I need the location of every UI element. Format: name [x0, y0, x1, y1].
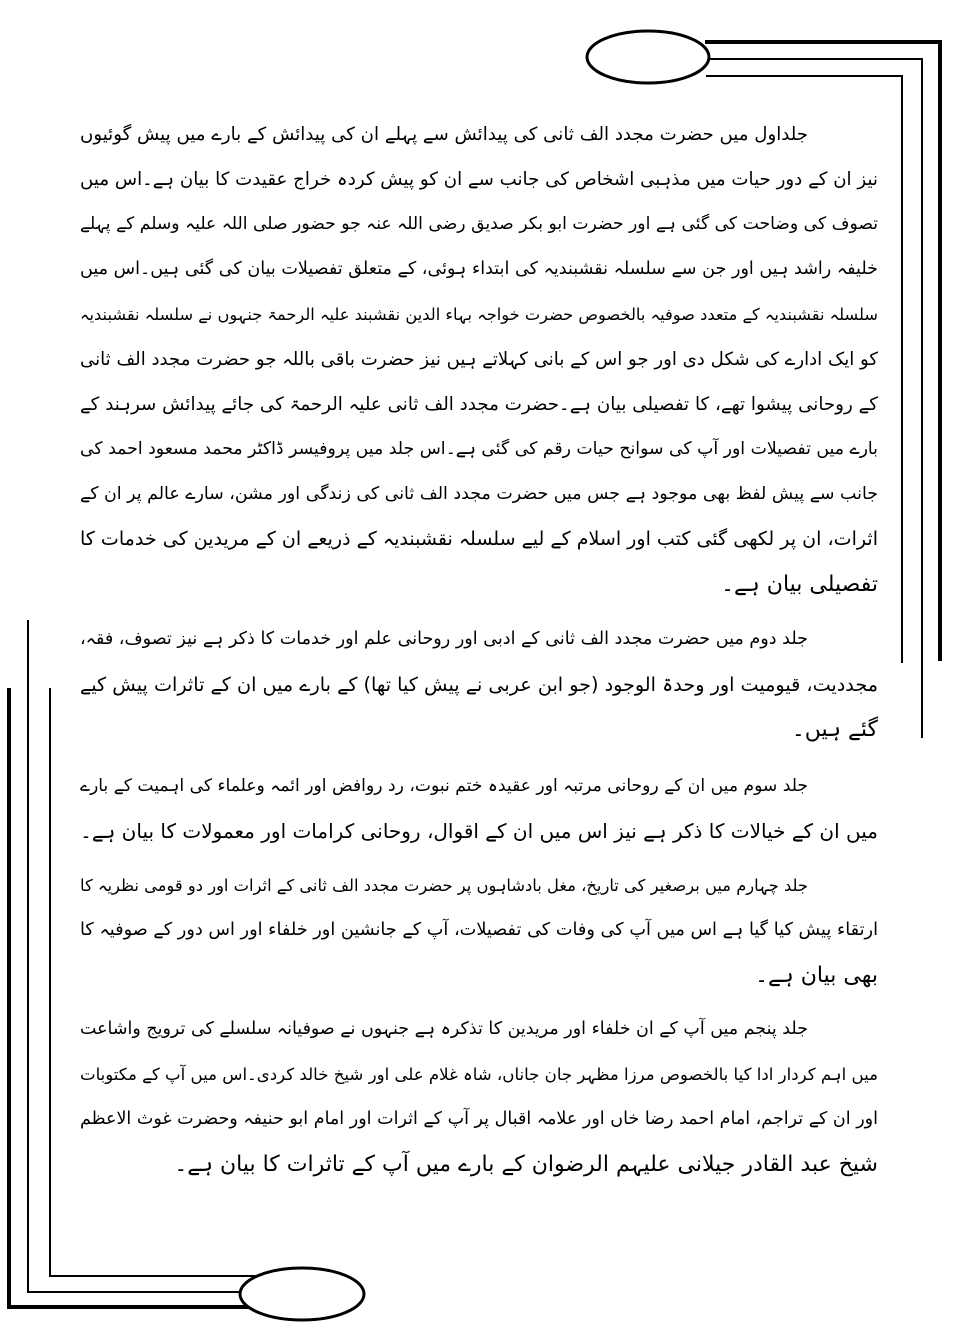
paragraph-volume-2 [80, 617, 878, 752]
text-line: جلد دوم میں حضرت مجدد الف ثانی کے ادبی اور روحانی علم اور خدمات کا ذکر ہے نیز تصوف، فقہ، [80, 629, 808, 649]
text-line: ارتقاء پیش کیا گیا ہے اس میں آپ کی وفات کی تفصیلات، آپ کے جانشین اور خلفاء اور اس دور کے صوفیہ کا [80, 920, 878, 940]
text-line: تصوف کی وضاحت کی گئی ہے اور حضرت ابو بکر صدیق رضی اللہ عنہ جو حضور صلی اللہ علیہ وسلم کے پہلے [80, 214, 878, 234]
paragraph-volume-4 [80, 863, 878, 998]
paragraph-volume-5 [80, 1007, 878, 1187]
text-line: خلیفہ راشد ہیں اور جن سے سلسلہ نقشبندیہ کی ابتداء ہوئی، کے متعلق تفصیلات بیان کی گئی ہیں۔اس میں [80, 259, 878, 279]
paragraph-volume-3 [80, 764, 878, 854]
text-line: کو ایک ادارے کی شکل دی اور جو اس کے بانی کہلاتے ہیں نیز حضرت باقی باللہ جو حضرت مجدد الف ثانی [80, 349, 878, 370]
text-line: جلد پنجم میں آپ کے ان خلفاء اور مریدین کا تذکرہ ہے جنہوں نے صوفیانہ سلسلے کی ترویج واشاعت [80, 1019, 808, 1039]
text-line: نیز ان کے دور حیات میں مذہبی اشخاص کی جانب سے ان کو پیش کردہ خراج عقیدت کا بیان ہے۔اس میں [80, 169, 878, 190]
text-line: مجددیت، قیومیت اور وحدۃ الوجود (جو ابن عربی نے پیش کیا تھا) کے بارے میں ان کے تاثرات پیش کیے [80, 673, 878, 696]
text-line: بھی بیان ہے۔ [755, 963, 878, 988]
text-line: جلد چہارم میں برصغیر کی تاریخ، مغل بادشاہوں پر حضرت مجدد الف ثانی کے اثرات اور دو قومی نظریہ کا [80, 876, 808, 895]
text-line: شیخ عبد القادر جیلانی علیہم الرضوان کے بارے میں آپ کے تاثرات کا بیان ہے۔ [174, 1152, 878, 1177]
text-line: بارے میں تفصیلات اور آپ کی سوانح حیات رقم کی گئی ہے۔اس جلد میں پروفیسر ڈاکٹر محمد مسعود احمد کی [80, 439, 878, 459]
frame-top-ellipse [587, 31, 709, 83]
text-line: اثرات، ان پر لکھی گئی کتب اور اسلام کے لیے سلسلہ نقشبندیہ کے ذریعے ان کے مریدین کی خدمات کا [80, 528, 878, 550]
text-line: جلد سوم میں ان کے روحانی مرتبہ اور عقیدہ ختم نبوت، رد روافض اور ائمہ وعلماء کی اہمیت کے بارے [80, 776, 808, 796]
text-line: میں اہم کردار ادا کیا بالخصوص مرزا مظہر جان جاناں، شاہ غلام علی اور شیخ خالد کردی۔اس میں آپ کے مکتوبات [80, 1065, 878, 1084]
frame-bottom-ellipse [240, 1268, 364, 1320]
text-line: گئے ہیں۔ [791, 717, 878, 742]
text-line: سلسلہ نقشبندیہ کے متعدد صوفیہ بالخصوص حضرت خواجہ بہاء الدین نقشبند علیہ الرحمۃ جنہوں نے سلسلہ نقشبندیہ [80, 305, 878, 324]
text-line: اور ان کے تراجم، امام احمد رضا خاں اور علامہ اقبال پر آپ کے اثرات اور امام ابو حنیفہ وحضرت غوث الاعظم [80, 1109, 878, 1129]
paragraph-volume-1 [80, 112, 878, 607]
text-line: جانب سے پیش لفظ بھی موجود ہے جس میں حضرت مجدد الف ثانی کی زندگی اور مشن، سارے عالم پر ان کے [80, 484, 878, 504]
text-line: جلداول میں حضرت مجدد الف ثانی کی پیدائش سے پہلے ان کی پیدائش کے بارے میں پیش گوئیوں [80, 124, 808, 145]
text-line: تفصیلی بیان ہے۔ [721, 572, 878, 597]
text-line: میں ان کے خیالات کا ذکر ہے نیز اس میں ان کے اقوال، روحانی کرامات اور معمولات کا بیان ہے۔ [80, 819, 878, 843]
text-line: کے روحانی پیشوا تھے، کا تفصیلی بیان ہے۔حضرت مجدد الف ثانی علیہ الرحمۃ کی جائے پیدائش سرہند کے [80, 394, 878, 415]
